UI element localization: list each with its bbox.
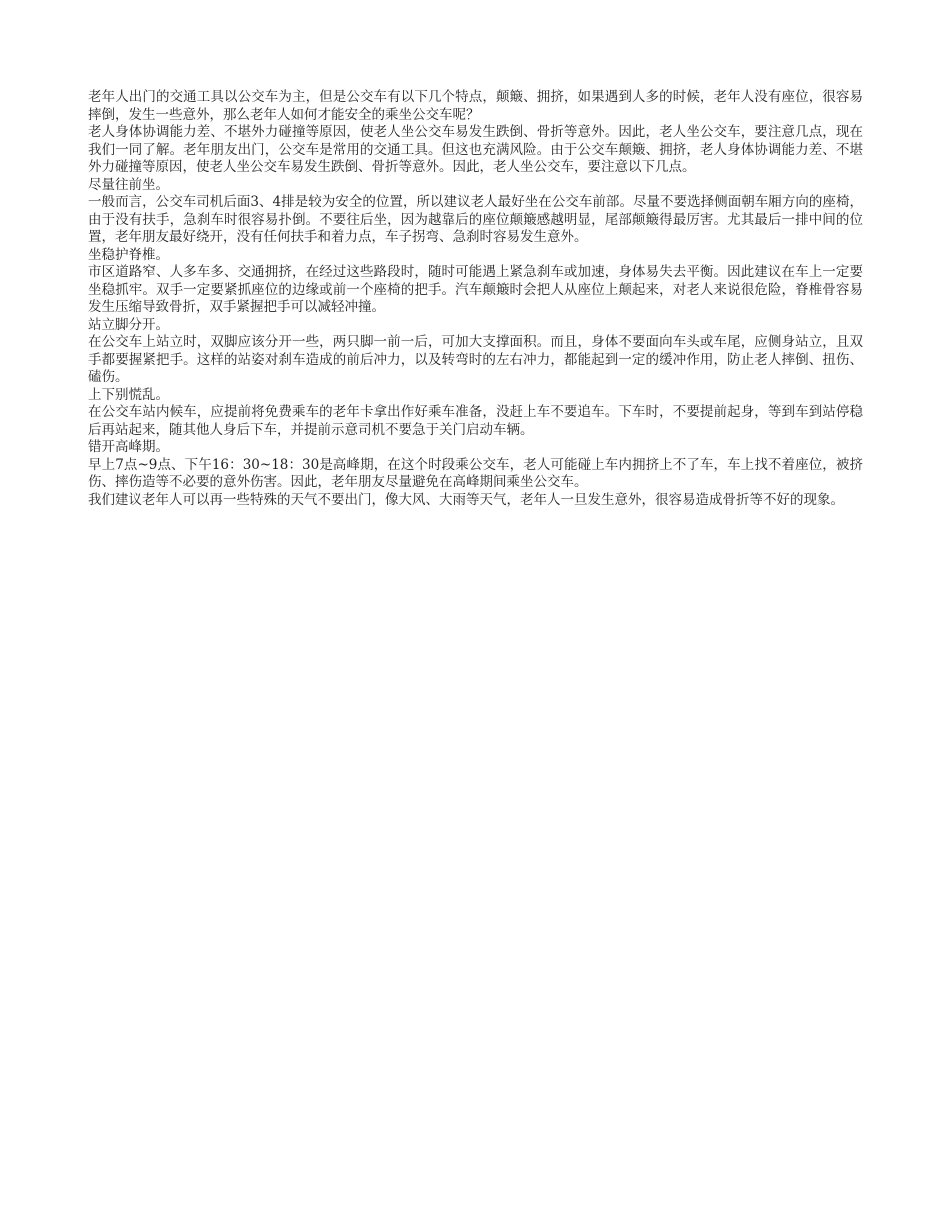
section-heading-stand-feet-apart: 站立脚分开。 [88,316,169,333]
section-body-protect-spine: 市区道路窄、人多车多、交通拥挤，在经过这些路段时，随时可能遇上紧急刹车或加速，身体易失去平衡。因此建议在车上一定要坐稳抓牢。双手一定要紧抓座位的边缘或前一个座椅的把手。汽车颠簸时会把人从座位上颠起来，对老人来说很危险，脊椎骨容易发生压缩导致骨折，双手紧握把手可以减轻冲撞。 [88,264,863,315]
document-body [88,89,863,509]
closing-paragraph: 我们建议老年人可以再一些特殊的天气不要出门，像大风、大雨等天气，老年人一旦发生意外，很容易造成骨折等不好的现象。 [88,491,844,508]
section-body-stand-feet-apart: 在公交车上站立时，双脚应该分开一些，两只脚一前一后，可加大支撑面积。而且，身体不要面向车头或车尾，应侧身站立，且双手都要握紧把手。这样的站姿对刹车造成的前后冲力，以及转弯时的左右冲力，都能起到一定的缓冲作用，防止老人摔倒、扭伤、磕伤。 [88,334,863,385]
intro-paragraph: 老年人出门的交通工具以公交车为主，但是公交车有以下几个特点，颠簸、拥挤，如果遇到人多的时候，老年人没有座位，很容易摔倒，发生一些意外，那么老年人如何才能安全的乘坐公交车呢？ [88,89,863,123]
section-body-no-rush: 在公交车站内候车，应提前将免费乘车的老年卡拿出作好乘车准备，没赶上车不要追车。下车时，不要提前起身，等到车到站停稳后再站起来，随其他人身后下车，并提前示意司机不要急于关门启动车辆。 [88,404,863,438]
section-heading-avoid-peak: 错开高峰期。 [88,439,169,455]
section-body-sit-front: 一般而言，公交车司机后面3、4排是较为安全的位置，所以建议老人最好坐在公交车前部。尽量不要选择侧面朝车厢方向的座椅，由于没有扶手，急刹车时很容易扑倒。不要往后坐，因为越靠后的座位颠簸感越明显，尾部颠簸得最厉害。尤其最后一排中间的位置，老年朋友最好绕开，没有任何扶手和着力点，车子拐弯、急刹时容易发生意外。 [88,194,863,245]
section-heading-protect-spine: 坐稳护脊椎。 [88,246,169,263]
section-heading-no-rush: 上下别慌乱。 [88,386,169,403]
section-body-avoid-peak: 早上7点~9点、下午16：30~18：30是高峰期，在这个时段乘公交车，老人可能碰上车内拥挤上不了车，车上找不着座位，被挤伤、摔伤造等不必要的意外伤害。因此，老年朋友尽量避免在高峰期间乘坐公交车。 [88,456,863,490]
section-heading-sit-front: 尽量往前坐。 [88,176,169,193]
overview-paragraph: 老人身体协调能力差、不堪外力碰撞等原因，使老人坐公交车易发生跌倒、骨折等意外。因此，老人坐公交车，要注意几点，现在我们一同了解。老年朋友出门，公交车是常用的交通工具。但这也充满风险。由于公交车颠簸、拥挤，老人身体协调能力差、不堪外力碰撞等原因，使老人坐公交车易发生跌倒、骨折等意外。因此，老人坐公交车，要注意以下几点。 [88,124,863,175]
